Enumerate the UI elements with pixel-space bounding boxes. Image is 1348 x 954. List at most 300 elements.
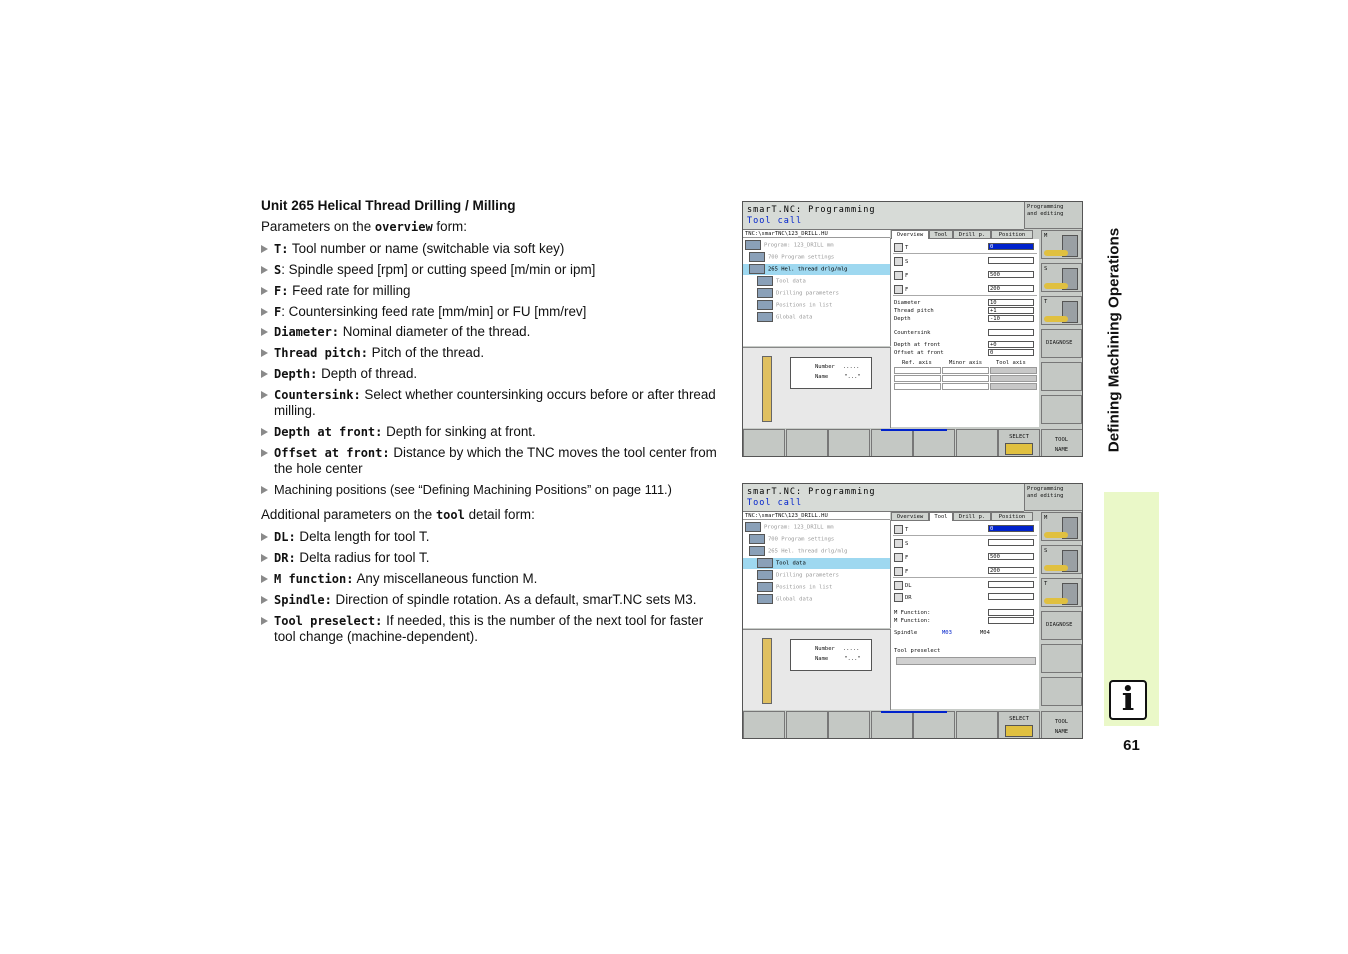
machine-base-icon [1044,532,1068,538]
mode-line: and editing [1027,211,1064,217]
bottom-softkey[interactable] [956,711,998,739]
param-code: DR: [274,551,296,566]
bullet-triangle-icon [261,449,268,457]
bullet-triangle-icon [261,308,268,316]
list-item [261,445,723,478]
tree-node-label: Positions in list [776,302,833,309]
bullet-triangle-icon [261,349,268,357]
form-row [894,609,1036,617]
form-row [894,341,1036,349]
list-item [261,262,723,279]
list-item [261,482,723,499]
softkey-label: S [1044,548,1048,554]
param-code: Diameter: [274,325,340,340]
tool-name-line: TOOL [1054,719,1069,725]
tree-node-label: Program: 123_DRILL mm [764,524,834,531]
tree-node[interactable] [743,594,890,605]
axis-header: Ref. axis [902,360,932,366]
form-row [894,243,1036,251]
tree-node-icon [757,288,773,298]
form-row [894,299,1036,307]
mode-line: and editing [1027,493,1064,499]
spindle-m3-option[interactable]: M03 [942,630,952,636]
tree-node-label: 265 Hel. thread drlg/mlg [768,266,848,273]
screen-subtitle: Tool call [747,216,803,226]
tool-image-icon [762,638,772,704]
softkey-empty[interactable] [1041,395,1082,424]
bottom-softkeys [743,429,1083,457]
bullet-triangle-icon [261,391,268,399]
field-symbol-icon [894,285,903,294]
param-code: F [274,304,282,319]
additional-code: tool [435,507,465,522]
tree-node-label: Drilling parameters [776,290,839,297]
tree-node-icon [757,582,773,592]
bottom-softkey[interactable] [956,429,998,457]
tree-node-label: 265 Hel. thread drlg/mlg [768,548,848,555]
list-item [261,571,723,588]
param-text: : Spindle speed [rpm] or cutting speed [m/min or ipm] [281,261,596,277]
bullet-triangle-icon [261,596,268,604]
form-input[interactable]: 200 [988,567,1034,574]
form-label: Thread pitch [894,308,934,314]
form-row [894,539,1036,547]
param-code: Tool preselect: [274,613,383,628]
mode-line: Programming [1027,486,1064,492]
form-input[interactable] [988,539,1034,546]
param-text: Nominal diameter of the thread. [339,324,531,340]
softkey-s[interactable] [1041,545,1082,574]
form-label: T [905,527,909,533]
tool-name-label: Name [815,656,829,662]
tab-overview[interactable]: Overview [891,230,929,239]
form-label: M Function: [894,618,931,624]
tool-number-row [815,644,871,654]
form-input[interactable]: 0 [988,349,1034,356]
form-label: M Function: [894,610,931,616]
form-row [894,553,1036,561]
page-number: 61 [1123,737,1140,754]
bullet-triangle-icon [261,245,268,253]
bullet-triangle-icon [261,370,268,378]
bottom-softkey[interactable] [998,711,1040,739]
form-row [894,329,1036,337]
machine-base-icon [1044,598,1068,604]
tree-node[interactable] [743,240,890,251]
form-row [894,285,1036,293]
form-separator [893,535,1037,536]
param-text: Depth of thread. [317,365,418,381]
softkey-label: DIAGNOSE [1046,340,1073,346]
axis-cell[interactable] [894,375,941,382]
file-path: TNC:\smarTNC\123_DRILL.HU [743,230,890,238]
form-label: Depth [894,316,911,322]
form-label: F [905,273,909,279]
form-row [894,581,1036,589]
softkey-t[interactable] [1041,578,1082,607]
select-tools-icon [1005,443,1033,455]
param-code: Thread pitch: [274,346,368,361]
list-item [261,550,723,567]
parameter-form [891,239,1039,427]
axis-cell[interactable] [942,367,989,374]
form-label: F [905,555,909,561]
machine-base-icon [1044,565,1068,571]
list-item [261,324,723,341]
tree-node-label: Tool data [776,278,806,285]
param-code: Depth: [274,366,318,381]
tree-node-icon [749,264,765,274]
tool-name-value: "..." [844,656,861,662]
spindle-row [894,629,1036,637]
softkey-empty[interactable] [1041,644,1082,673]
form-input[interactable]: 0 [988,243,1034,250]
form-label: Offset at front [894,350,944,356]
tree-node-label: Drilling parameters [776,572,839,579]
preselect-input[interactable] [896,657,1036,665]
form-input[interactable]: 10 [988,299,1034,306]
form-label: DL [905,583,912,589]
form-input[interactable]: +0 [988,341,1034,348]
param-text: : Countersinking feed rate [mm/min] or FU [mm/rev] [281,303,587,319]
form-separator [893,577,1037,578]
tool-preview [743,347,891,428]
softkey-label: T [1044,299,1048,305]
tree-node-icon [757,558,773,568]
tool-name-line: NAME [1054,447,1069,453]
param-text: Distance by which the TNC moves the tool center from the hole center [274,444,717,477]
tree-node-icon [749,252,765,262]
parameter-list [261,241,723,499]
axis-header: Tool axis [996,360,1026,366]
bottom-softkey[interactable] [998,429,1040,457]
tree-node[interactable] [743,312,890,323]
list-item [261,424,723,441]
screenshot-overview [742,201,1083,457]
bottom-softkey[interactable] [871,711,913,739]
form-tabs [891,512,1041,521]
bottom-softkey[interactable] [871,429,913,457]
bottom-softkey[interactable] [913,711,955,739]
text-column [261,198,723,654]
tool-number-row [815,362,871,372]
bottom-softkey[interactable] [786,711,828,739]
softkey-m[interactable] [1041,230,1082,259]
tree-node[interactable] [743,264,890,275]
bottom-softkey[interactable] [828,429,870,457]
axis-header-row [894,359,1036,367]
param-text: Delta length for tool T. [295,529,430,545]
list-item [261,241,723,258]
tab-position[interactable]: Position [991,230,1033,239]
bottom-softkey[interactable] [743,429,785,457]
tool-number-value: ..... [842,364,860,370]
tool-name-line: NAME [1054,729,1069,735]
softkey-diagnose[interactable] [1041,611,1082,640]
form-input[interactable]: +1 [988,307,1034,314]
form-row [894,257,1036,265]
tool-info-box [790,639,872,671]
tab-tool[interactable]: Tool [929,512,953,521]
param-code: Spindle: [274,592,332,607]
form-tabs [891,230,1041,239]
tool-info-box [790,357,872,389]
bottom-softkey[interactable] [786,429,828,457]
axis-cell[interactable] [942,375,989,382]
softkey-empty[interactable] [1041,362,1082,391]
form-label: F [905,287,909,293]
tree-node[interactable] [743,534,890,545]
tree-node-label: Global data [776,596,813,603]
axis-cell[interactable] [990,375,1037,382]
right-softkeys [1041,512,1083,710]
field-symbol-icon [894,243,903,252]
chapter-title: Defining Machining Operations [1105,227,1123,453]
tree-node[interactable] [743,546,890,557]
bullet-triangle-icon [261,575,268,583]
form-input[interactable] [988,257,1034,264]
field-symbol-icon [894,581,903,590]
bottom-softkey[interactable] [828,711,870,739]
axis-cell[interactable] [990,383,1037,390]
param-text: If needed, this is the number of the next tool for faster tool change (machine-dependent). [274,612,704,645]
param-code: Countersink: [274,387,361,402]
screen-title: smarT.NC: Programming [747,205,876,215]
field-symbol-icon [894,553,903,562]
param-text: Feed rate for milling [288,282,411,298]
tree-node-icon [757,570,773,580]
param-text: Depth for sinking at front. [382,424,536,440]
param-text: Select whether countersinking occurs before or after thread milling. [274,386,716,419]
list-item [261,283,723,300]
form-input[interactable] [988,609,1034,616]
tree-node-label: Global data [776,314,813,321]
form-input[interactable]: 200 [988,285,1034,292]
form-row [894,525,1036,533]
tab-overview[interactable]: Overview [891,512,929,521]
tree-node[interactable] [743,558,890,569]
tree-node[interactable] [743,570,890,581]
axis-header: Minor axis [949,360,983,366]
tab-drillp[interactable]: Drill p. [953,512,991,521]
bottom-softkey[interactable] [1041,429,1083,457]
softkey-label: DIAGNOSE [1046,622,1073,628]
list-item [261,387,723,420]
preselect-row[interactable] [894,647,1036,655]
form-label: Countersink [894,330,931,336]
machine-base-icon [1044,316,1068,322]
softkey-label: S [1044,266,1048,272]
tree-node-icon [745,522,761,532]
bottom-softkey[interactable] [743,711,785,739]
intro-paragraph: Parameters on the overview form: [261,218,467,234]
form-separator [893,253,1037,254]
tool-preview [743,629,891,710]
form-row [894,349,1036,357]
screen-header [743,202,1024,230]
form-row [894,593,1036,601]
form-label: Diameter [894,300,921,306]
field-symbol-icon [894,271,903,280]
form-row [894,271,1036,279]
form-label: Depth at front [894,342,941,348]
additional-paragraph: Additional parameters on the tool detail form: [261,506,535,522]
machine-base-icon [1044,250,1068,256]
softkey-label: M [1044,515,1048,521]
softkey-empty[interactable] [1041,677,1082,706]
tree-node-icon [749,546,765,556]
param-text: Delta radius for tool T. [295,550,430,566]
bullet-triangle-icon [261,617,268,625]
tree-node-label: 700 Program settings [768,254,835,261]
softkey-s[interactable] [1041,263,1082,292]
form-label: T [905,245,909,251]
form-input[interactable]: 500 [988,271,1034,278]
form-input[interactable]: 0 [988,525,1034,532]
form-row [894,567,1036,575]
axis-cell[interactable] [894,367,941,374]
tree-node-icon [757,594,773,604]
tool-number-label: Number [815,364,835,370]
bullet-triangle-icon [261,428,268,436]
softkey-label: M [1044,233,1048,239]
program-tree [743,520,891,628]
tool-name-value: "..." [844,374,861,380]
tree-node[interactable] [743,522,890,533]
tool-number-value: ..... [842,646,860,652]
form-label: F [905,569,909,575]
list-item [261,529,723,546]
info-icon: i [1109,680,1147,720]
form-input[interactable]: -10 [988,315,1034,322]
tree-node[interactable] [743,288,890,299]
bullet-triangle-icon [261,533,268,541]
select-tools-icon [1005,725,1033,737]
form-input[interactable] [988,329,1034,336]
mode-indicator [1024,484,1083,511]
parameter-form [891,521,1039,709]
tool-name-row [815,654,871,664]
param-text: Tool number or name (switchable via soft key) [288,241,565,257]
bullet-triangle-icon [261,266,268,274]
preselect-label: Tool preselect [894,648,941,654]
bullet-triangle-icon [261,328,268,336]
list-item [261,592,723,609]
param-text: Direction of spindle rotation. As a default, smarT.NC sets M3. [331,591,697,607]
tool-name-line: TOOL [1054,437,1069,443]
softkey-t[interactable] [1041,296,1082,325]
axis-cell[interactable] [942,383,989,390]
tool-parameter-list [261,529,723,645]
intro-code: overview [374,219,433,234]
tree-node-icon [757,300,773,310]
tab-drillp[interactable]: Drill p. [953,230,991,239]
tree-node[interactable] [743,582,890,593]
list-item [261,304,723,321]
tool-name-row [815,372,871,382]
tree-node-icon [745,240,761,250]
select-label: SELECT [1009,434,1029,440]
tree-node-icon [749,534,765,544]
tab-position[interactable]: Position [991,512,1033,521]
spindle-m4-option[interactable]: M04 [980,630,990,636]
file-path: TNC:\smarTNC\123_DRILL.HU [743,512,890,520]
form-row [894,307,1036,315]
param-code: Depth at front: [274,425,383,440]
form-input[interactable] [988,593,1034,600]
param-text: Pitch of the thread. [367,345,485,361]
tree-node-label: Tool data [776,560,806,567]
field-symbol-icon [894,567,903,576]
mode-line: Programming [1027,204,1064,210]
field-symbol-icon [894,525,903,534]
form-row [894,617,1036,625]
tree-node-label: Positions in list [776,584,833,591]
tree-node-label: Program: 123_DRILL mm [764,242,834,249]
axis-cell[interactable] [990,367,1037,374]
tree-node[interactable] [743,300,890,311]
param-code: M function: [274,571,354,586]
bullet-triangle-icon [261,287,268,295]
machine-base-icon [1044,283,1068,289]
param-code: T: [274,242,289,257]
form-input[interactable]: 500 [988,553,1034,560]
bottom-softkey[interactable] [913,429,955,457]
active-softkey-bar [881,711,947,713]
field-symbol-icon [894,593,903,602]
tool-name-label: Name [815,374,829,380]
screen-subtitle: Tool call [747,498,803,508]
tree-node-icon [757,312,773,322]
softkey-label: T [1044,581,1048,587]
tree-node-label: 700 Program settings [768,536,835,543]
tab-tool[interactable]: Tool [929,230,953,239]
tool-image-icon [762,356,772,422]
list-item [261,366,723,383]
field-symbol-icon [894,257,903,266]
field-symbol-icon [894,539,903,548]
screen-title: smarT.NC: Programming [747,487,876,497]
screenshot-tool [742,483,1083,739]
tree-node[interactable] [743,252,890,263]
select-label: SELECT [1009,716,1029,722]
param-code: S [274,262,282,277]
program-tree [743,238,891,346]
softkey-diagnose[interactable] [1041,329,1082,358]
right-softkeys [1041,230,1083,428]
form-separator [893,295,1037,296]
active-softkey-bar [881,429,947,431]
form-input[interactable] [988,581,1034,588]
tree-node[interactable] [743,276,890,287]
spindle-label: Spindle [894,630,918,636]
form-row [894,315,1036,323]
tree-node-icon [757,276,773,286]
bullet-triangle-icon [261,554,268,562]
screen-header [743,484,1024,512]
form-label: S [905,259,909,265]
bullet-triangle-icon [261,486,268,494]
mode-indicator [1024,202,1083,229]
param-text: Any miscellaneous function M. [353,570,538,586]
bottom-softkeys [743,711,1083,739]
param-code: Offset at front: [274,445,390,460]
bottom-softkey[interactable] [1041,711,1083,739]
softkey-m[interactable] [1041,512,1082,541]
axis-cell[interactable] [894,383,941,390]
form-input[interactable] [988,617,1034,624]
param-code: DL: [274,530,296,545]
